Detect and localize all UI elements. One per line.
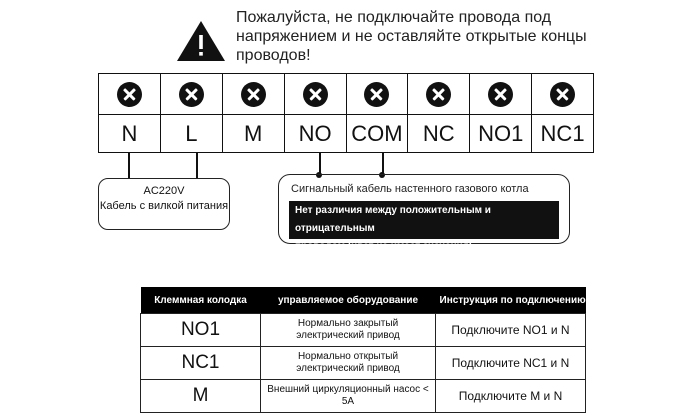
warning-line: проводов! bbox=[236, 47, 311, 64]
signal-cable-title: Сигнальный кабель настенного газового котла bbox=[291, 183, 529, 195]
terminal-no1 bbox=[470, 74, 532, 152]
table-header-row bbox=[141, 287, 586, 314]
wire-l bbox=[196, 153, 198, 178]
instruction-cell: Подключите NO1 и N bbox=[436, 314, 586, 347]
terminal-label: L bbox=[185, 121, 198, 146]
signal-note-line: проводом (цвет не имеет значения) bbox=[295, 241, 472, 252]
screw-terminal-icon bbox=[426, 82, 451, 107]
equipment-cell: Нормально открытый электрический привод bbox=[261, 347, 436, 380]
terminal-label: N bbox=[121, 121, 138, 146]
equipment-cell: Внешний циркуляционный насос < 5A bbox=[261, 380, 436, 413]
terminal-label: NO bbox=[298, 121, 332, 146]
signal-cable-box bbox=[278, 174, 570, 252]
terminal-cell: NC1 bbox=[141, 347, 261, 380]
warning-line: напряжением и не оставляйте открытые концы bbox=[236, 28, 587, 45]
table-row bbox=[141, 347, 586, 380]
instruction-cell: Подключите NC1 и N bbox=[436, 347, 586, 380]
terminal-label: NC1 bbox=[540, 121, 585, 146]
terminal-nc1 bbox=[532, 74, 593, 152]
terminal-label: COM bbox=[351, 121, 403, 146]
terminal-l bbox=[161, 74, 223, 152]
column-header: управляемое оборудование bbox=[261, 287, 436, 314]
terminal-label: NC bbox=[422, 121, 455, 146]
terminal-com bbox=[347, 74, 409, 152]
signal-note-line: Нет различия между положительным и отрицательным bbox=[295, 205, 491, 234]
terminal-cell: NO1 bbox=[141, 314, 261, 347]
terminal-m bbox=[223, 74, 285, 152]
power-description: Кабель с вилкой питания bbox=[99, 200, 229, 212]
warning-text bbox=[236, 8, 636, 65]
terminal-label: M bbox=[244, 121, 263, 146]
table-row bbox=[141, 314, 586, 347]
table-row bbox=[141, 380, 586, 413]
screw-terminal-icon bbox=[179, 82, 204, 107]
power-cable-box bbox=[98, 178, 230, 230]
signal-cable-note bbox=[289, 201, 559, 252]
terminal-label: NO1 bbox=[478, 121, 524, 146]
terminal-nc bbox=[408, 74, 470, 152]
terminal-n bbox=[99, 74, 161, 152]
column-header: Клеммная колодка bbox=[141, 287, 261, 314]
warning-triangle-icon bbox=[176, 20, 226, 62]
terminal-cell: M bbox=[141, 380, 261, 413]
screw-terminal-icon bbox=[117, 82, 142, 107]
warning-line: Пожалуйста, не подключайте провода под bbox=[236, 9, 552, 26]
column-header: Инструкция по подключению bbox=[436, 287, 586, 314]
wiring-table bbox=[140, 287, 586, 413]
screw-terminal-icon bbox=[241, 82, 266, 107]
terminal-no bbox=[285, 74, 347, 152]
terminal-block bbox=[98, 73, 594, 153]
equipment-cell: Нормально закрытый электрический привод bbox=[261, 314, 436, 347]
instruction-cell: Подключите M и N bbox=[436, 380, 586, 413]
power-voltage: AC220V bbox=[143, 185, 185, 197]
screw-terminal-icon bbox=[550, 82, 575, 107]
screw-terminal-icon bbox=[364, 82, 389, 107]
screw-terminal-icon bbox=[303, 82, 328, 107]
wire-n bbox=[128, 153, 130, 178]
screw-terminal-icon bbox=[488, 82, 513, 107]
